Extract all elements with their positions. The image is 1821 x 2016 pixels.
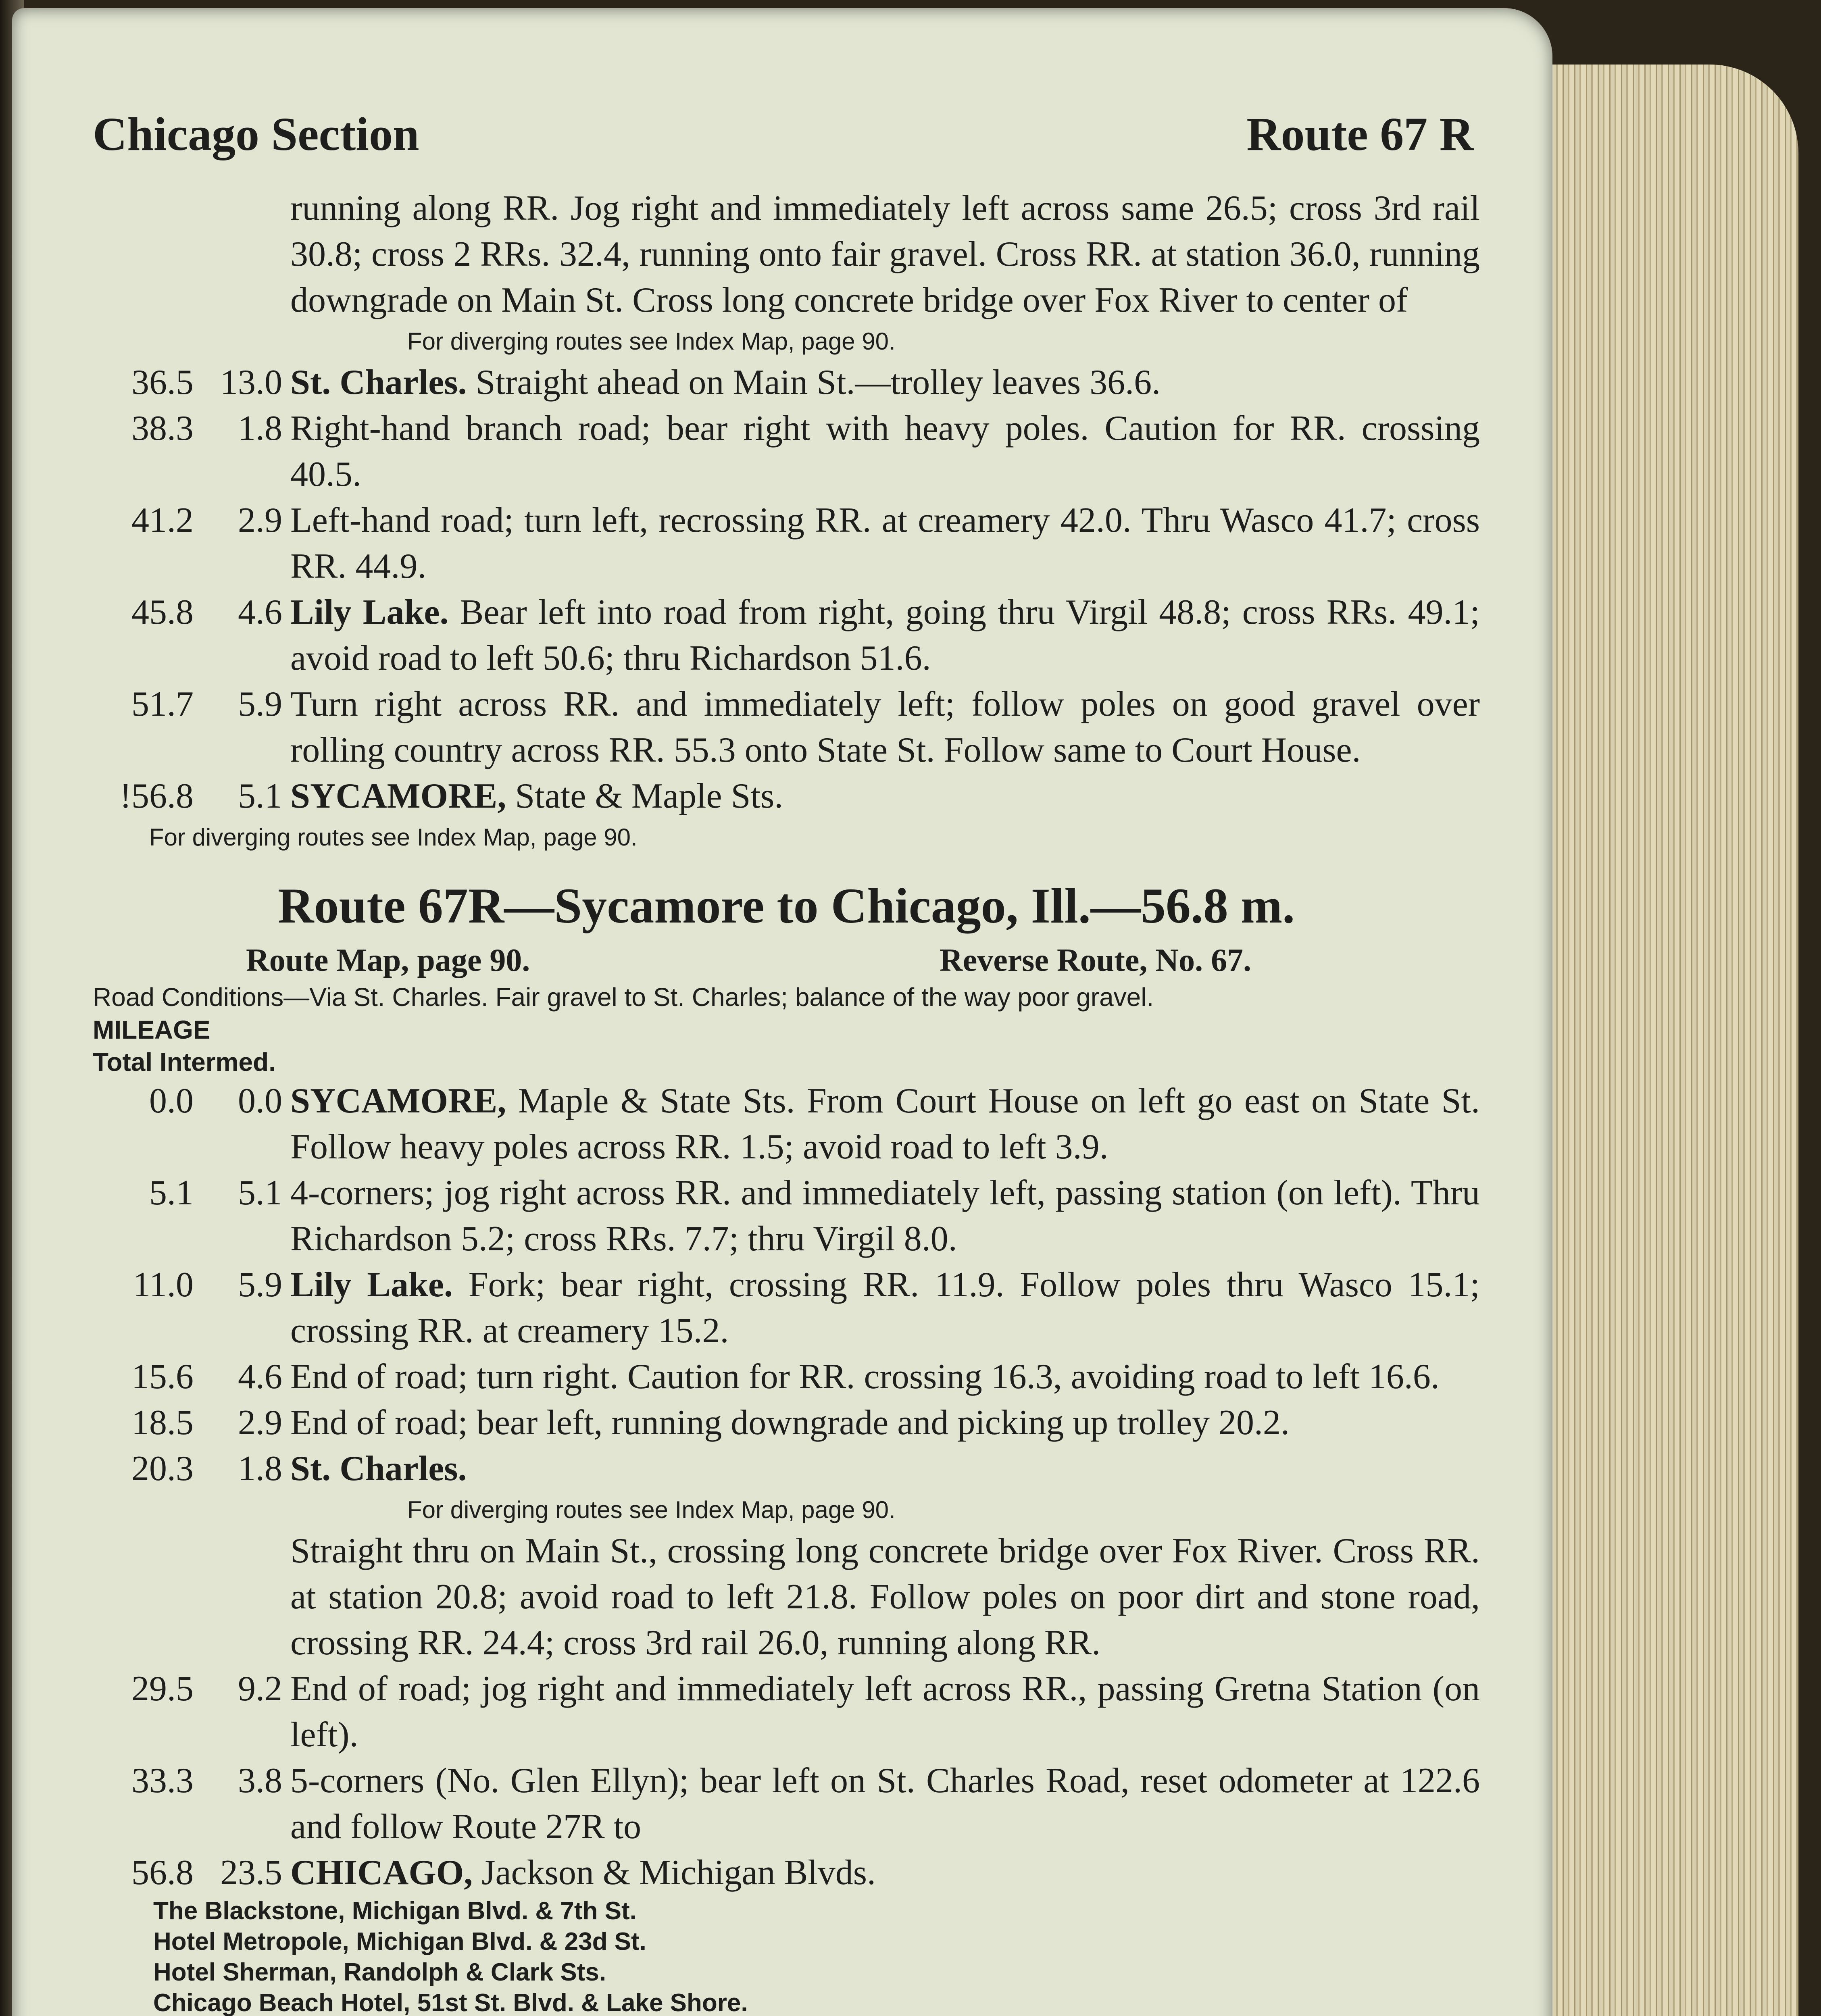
route-direction: [290, 589, 1480, 681]
intermediate-miles: 4.6: [238, 1357, 282, 1396]
mileage-row: [93, 1170, 1480, 1262]
route-67r-rows-end: [93, 1666, 1480, 1896]
mileage-row: [93, 1666, 1480, 1758]
st-charles-paragraph: Straight thru on Main St., crossing long concrete bridge over Fox River. Cross RR. at station 20.8; avoid road to left 21.8. Follow poles on poor dirt and stone road, crossing RR. 24.4; cross 3rd rail 26.0, running along RR.: [290, 1531, 1480, 1662]
direction-text: End of road; turn right. Caution for RR. crossing 16.3, avoiding road to left 16.6.: [290, 1357, 1440, 1396]
road-conditions: Road Conditions—Via St. Charles. Fair gravel to St. Charles; balance of the way poor gravel.: [93, 983, 1154, 1012]
direction-text: End of road; bear left, running downgrade and picking up trolley 20.2.: [290, 1403, 1290, 1442]
route-direction: [290, 1758, 1480, 1850]
route-map-ref: Route Map, page 90.: [246, 943, 530, 978]
intermediate-miles: 5.1: [238, 777, 282, 816]
total-miles: 33.3: [131, 1761, 194, 1800]
total-miles: 56.8: [131, 1853, 194, 1892]
mileage-row: [93, 360, 1480, 406]
section-title: Chicago Section: [93, 108, 419, 160]
route-body: [93, 185, 1480, 2016]
direction-text: 5-corners (No. Glen Ellyn); bear left on St. Charles Road, reset odometer at 122.6 and follow Route 27R to: [290, 1761, 1480, 1846]
total-miles: 5.1: [149, 1173, 194, 1212]
mileage-row: [93, 1446, 1480, 1492]
route-direction: [290, 773, 1480, 819]
intermediate-miles: 4.6: [238, 593, 282, 632]
reverse-route-ref: Reverse Route, No. 67.: [940, 943, 1252, 978]
place-name: CHICAGO,: [290, 1853, 473, 1892]
intermediate-miles: 5.1: [238, 1173, 282, 1212]
direction-text: End of road; jog right and immediately left across RR., passing Gretna Station (on left).: [290, 1669, 1480, 1754]
route-tag: Route 67 R: [1246, 108, 1474, 160]
total-miles: 0.0: [149, 1081, 194, 1120]
route-direction: [290, 1400, 1480, 1446]
intermediate-miles: 5.9: [238, 1265, 282, 1304]
total-miles: 36.5: [131, 363, 194, 402]
route-references: [93, 940, 1480, 981]
intro-paragraph: running along RR. Jog right and immediately left across same 26.5; cross 3rd rail 30.8; cross 2 RRs. 32.4, running onto fair gravel. Cross RR. at station 36.0, running downgrade on Main St. Cross long concrete bridge over Fox River to center of: [290, 189, 1480, 320]
diverging-note: For diverging routes see Index Map, page 90.: [407, 1496, 896, 1523]
direction-text: Turn right across RR. and immediately left; follow poles on good gravel over rolling country across RR. 55.3 onto State St. Follow same to Court House.: [290, 685, 1480, 770]
intermediate-miles: 9.2: [238, 1669, 282, 1708]
route-direction: [290, 1170, 1480, 1262]
book-page: [12, 8, 1552, 2016]
mileage-row: [93, 1078, 1480, 1170]
route-direction: [290, 1666, 1480, 1758]
intermediate-miles: 13.0: [220, 363, 282, 402]
route-67r-rows: [93, 1078, 1480, 1492]
route-direction: [290, 360, 1480, 406]
mileage-label: MILEAGE: [93, 1015, 210, 1044]
route-direction: [290, 1078, 1480, 1170]
total-miles: 18.5: [131, 1403, 194, 1442]
total-miles: 29.5: [131, 1669, 194, 1708]
page-edges: [1540, 65, 1798, 2016]
direction-text: Straight ahead on Main St.—trolley leaves 36.6.: [467, 363, 1161, 402]
intermediate-miles: 5.9: [238, 685, 282, 724]
total-miles: 20.3: [131, 1449, 194, 1488]
hotel-entry: Chicago Beach Hotel, 51st St. Blvd. & Lake Shore.: [153, 1989, 748, 2016]
hotel-entry: Hotel Sherman, Randolph & Clark Sts.: [153, 1958, 606, 1986]
place-name: St. Charles.: [290, 1449, 467, 1488]
total-miles: 41.2: [131, 501, 194, 540]
total-miles: 51.7: [131, 685, 194, 724]
total-miles: 11.0: [133, 1265, 194, 1304]
intermediate-miles: 1.8: [238, 1449, 282, 1488]
mileage-columns: Total Intermed.: [93, 1048, 276, 1077]
mileage-row: [93, 681, 1480, 773]
route-direction: [290, 1354, 1480, 1400]
intermediate-miles: 2.9: [238, 1403, 282, 1442]
route-direction: [290, 681, 1480, 773]
mileage-row: [93, 589, 1480, 681]
intermediate-miles: 1.8: [238, 409, 282, 448]
mileage-row: [93, 1850, 1480, 1896]
diverging-note: For diverging routes see Index Map, page 90.: [149, 824, 638, 851]
direction-text: Left-hand road; turn left, recrossing RR. at creamery 42.0. Thru Wasco 41.7; cross RR. 44.9.: [290, 501, 1480, 586]
mileage-row: [93, 1400, 1480, 1446]
mileage-row: [93, 406, 1480, 498]
direction-text: Jackson & Michigan Blvds.: [473, 1853, 876, 1892]
route-direction: [290, 1446, 1480, 1492]
mileage-row: [93, 498, 1480, 589]
place-name: SYCAMORE,: [290, 777, 506, 816]
total-miles: 15.6: [131, 1357, 194, 1396]
mileage-row: [93, 1758, 1480, 1850]
total-miles: !56.8: [119, 777, 194, 816]
place-name: Lily Lake.: [290, 593, 449, 632]
mileage-row: [93, 1354, 1480, 1400]
direction-text: Right-hand branch road; bear right with heavy poles. Caution for RR. crossing 40.5.: [290, 409, 1480, 494]
intermediate-miles: 23.5: [220, 1853, 282, 1892]
hotel-entry: The Blackstone, Michigan Blvd. & 7th St.: [153, 1897, 637, 1925]
route-67-rows: [93, 360, 1480, 819]
hotel-entry: Hotel Metropole, Michigan Blvd. & 23d St.: [153, 1928, 646, 1956]
mileage-row: [93, 773, 1480, 819]
place-name: St. Charles.: [290, 363, 467, 402]
intermediate-miles: 2.9: [238, 501, 282, 540]
direction-text: Bear left into road from right, going thru Virgil 48.8; cross RRs. 49.1; avoid road to left 50.6; thru Richardson 51.6.: [290, 593, 1480, 678]
route-heading: Route 67R—Sycamore to Chicago, Ill.—56.8 m.: [277, 878, 1295, 933]
route-direction: [290, 498, 1480, 589]
place-name: Lily Lake.: [290, 1265, 453, 1304]
direction-text: Maple & State Sts. From Court House on left go east on State St. Follow heavy poles across RR. 1.5; avoid road to left 3.9.: [290, 1081, 1480, 1166]
route-direction: [290, 1850, 1480, 1896]
direction-text: Fork; bear right, crossing RR. 11.9. Follow poles thru Wasco 15.1; crossing RR. at creamery 15.2.: [290, 1265, 1480, 1350]
intermediate-miles: 3.8: [238, 1761, 282, 1800]
direction-text: State & Maple Sts.: [506, 777, 783, 816]
route-direction: [290, 1262, 1480, 1354]
mileage-row: [93, 1262, 1480, 1354]
total-miles: 45.8: [131, 593, 194, 632]
hotel-list: [93, 1896, 1480, 2016]
total-miles: 38.3: [131, 409, 194, 448]
route-direction: [290, 406, 1480, 498]
intermediate-miles: 0.0: [238, 1081, 282, 1120]
diverging-note: For diverging routes see Index Map, page 90.: [407, 328, 896, 355]
direction-text: 4-corners; jog right across RR. and immediately left, passing station (on left). Thru Richardson 5.2; cross RRs. 7.7; thru Virgil 8.0.: [290, 1173, 1480, 1258]
place-name: SYCAMORE,: [290, 1081, 506, 1120]
